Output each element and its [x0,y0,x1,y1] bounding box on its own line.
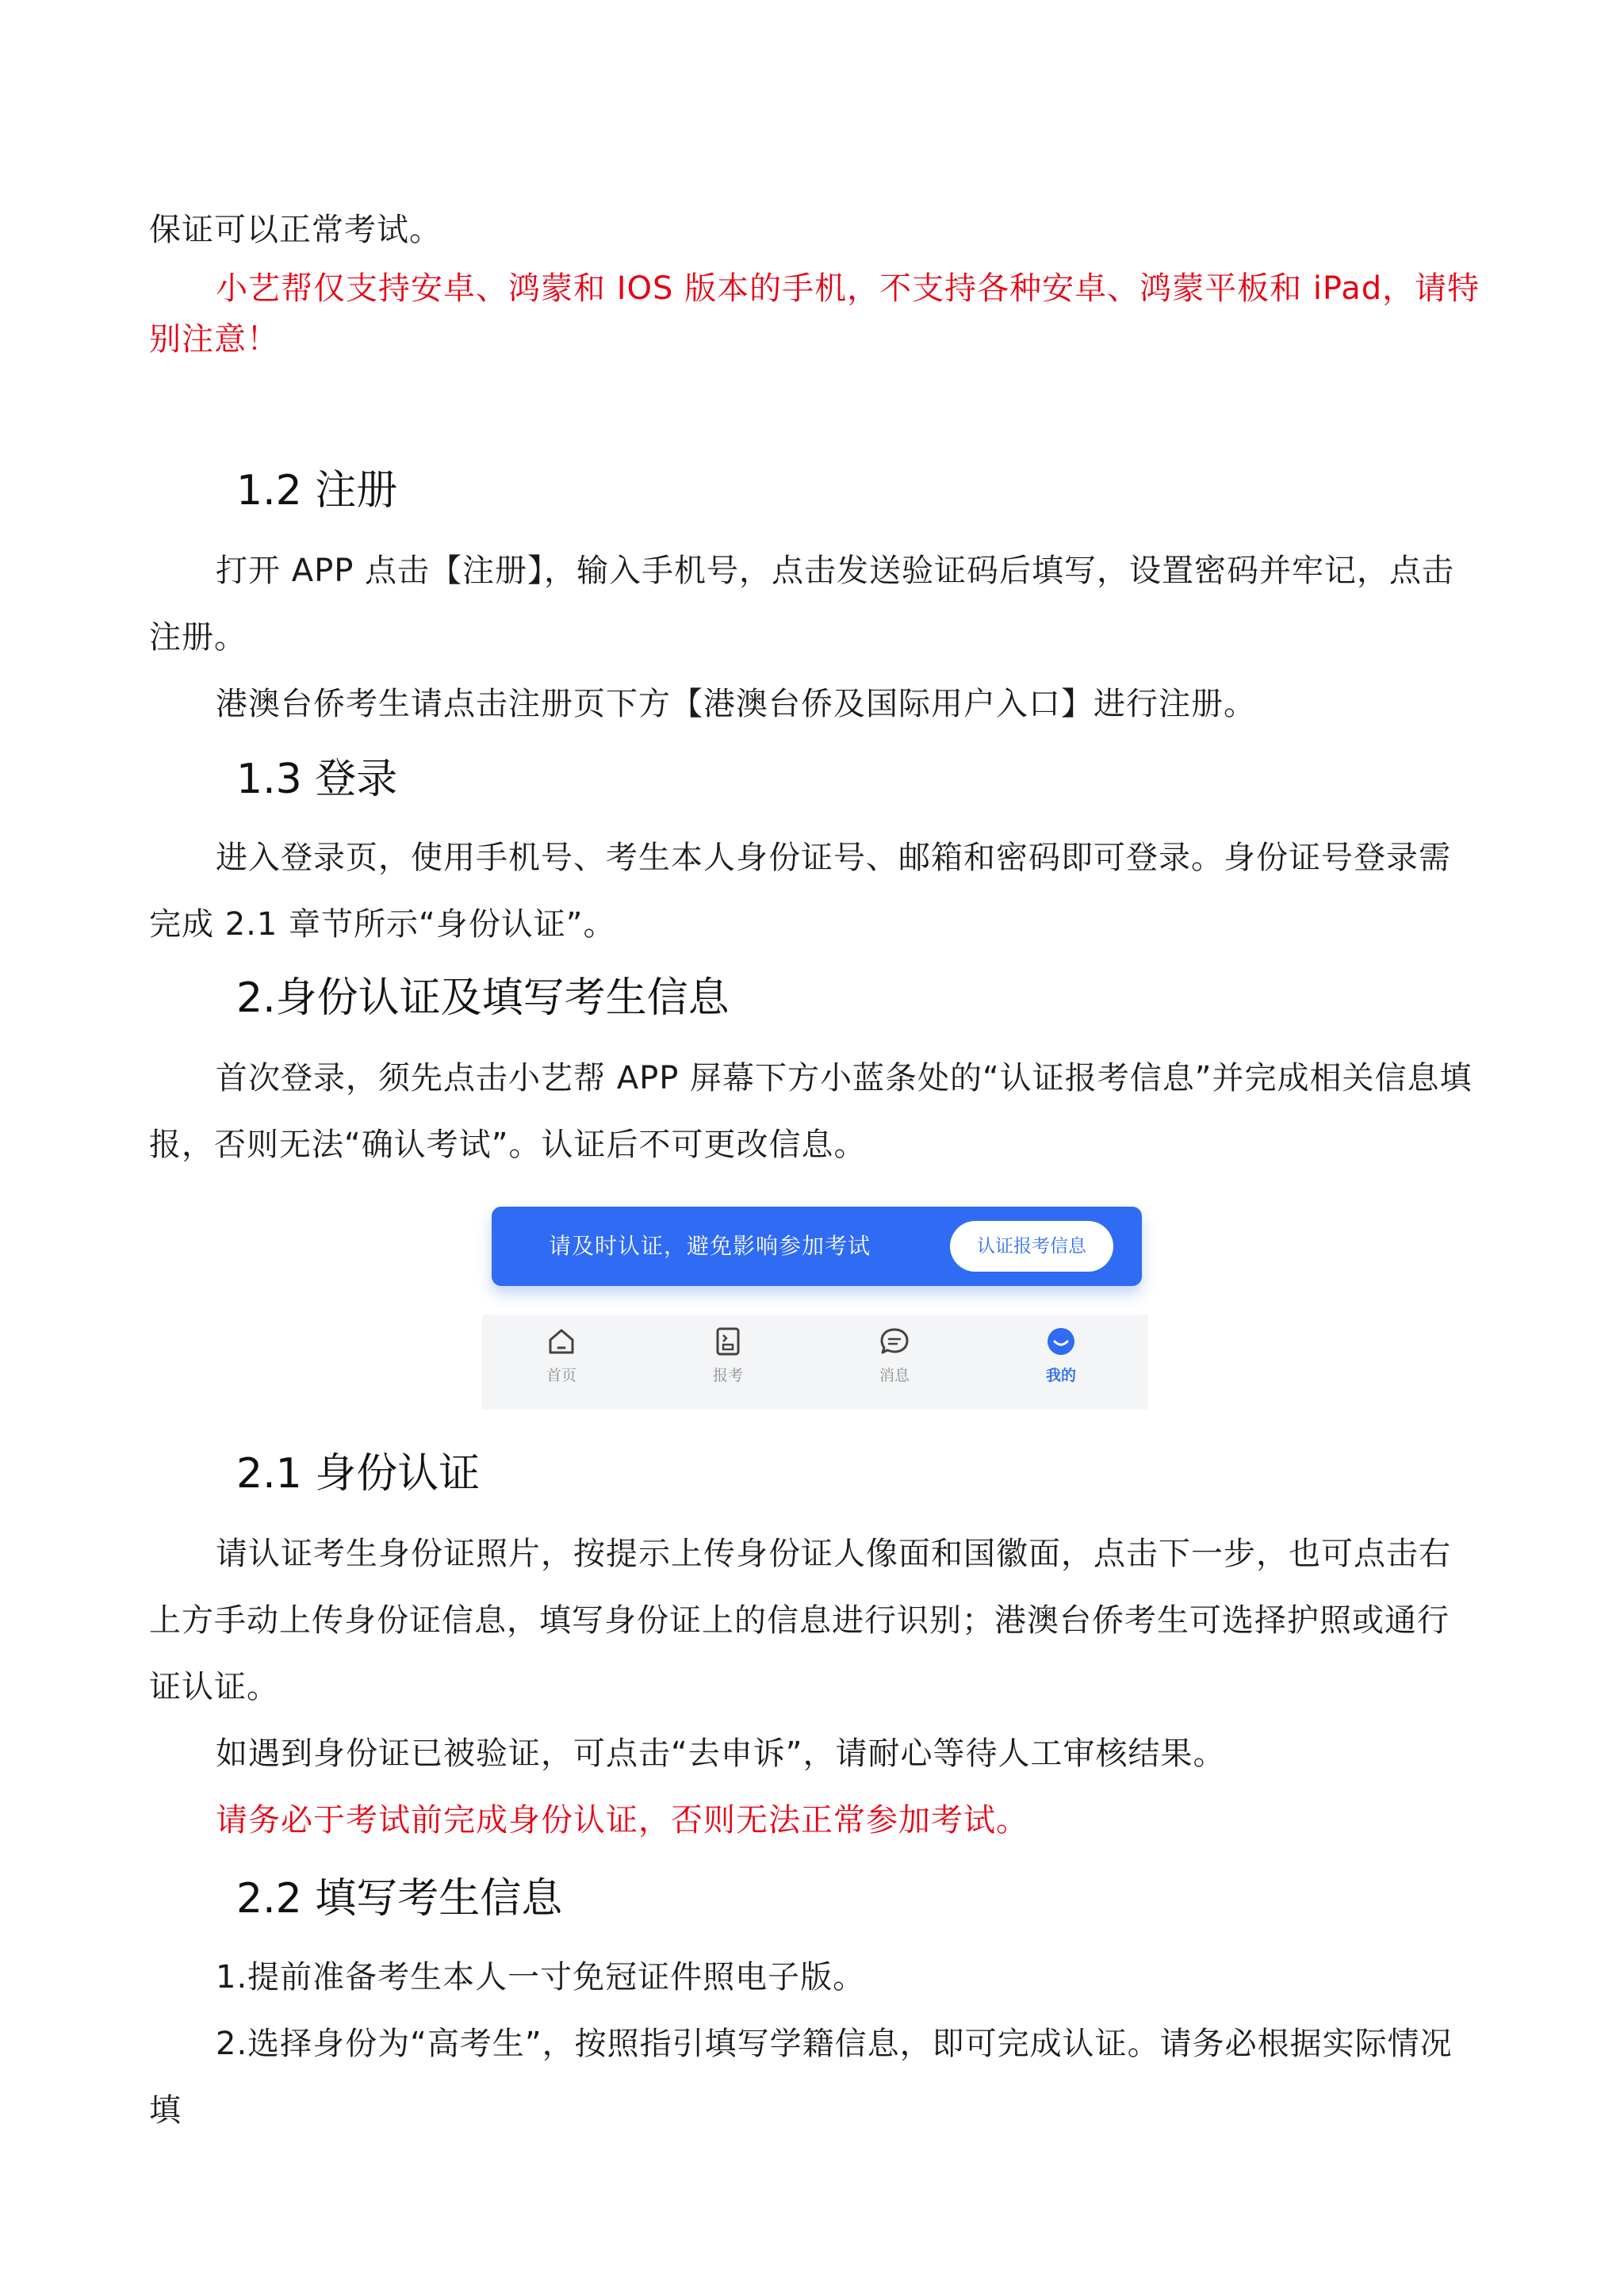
paragraph-step-2-identity: 2.选择身份为“高考生”，按照指引填写学籍信息，即可完成认证。请务必根据实际情况填 [149,2026,1453,2129]
heading-2-1-identity: 2.1 身份认证 [236,1450,481,1498]
paragraph-first-login: 首次登录，须先点击小艺帮 APP 屏幕下方小蓝条处的“认证报考信息”并完成相关信息填报，否则无法“确认考试”。认证后不可更改信息。 [149,1060,1473,1163]
paragraph-id-photo-upload: 请认证考生身份证照片，按提示上传身份证人像面和国徽面，点击下一步，也可点击右上方手动上传身份证信息，填写身份证上的信息进行识别；港澳台侨考生可选择护照或通行证认证。 [149,1536,1451,1705]
paragraph-appeal: 如遇到身份证已被验证，可点击“去申诉”，请耐心等待人工审核结果。 [216,1735,1226,1772]
paragraph-register-steps: 打开 APP 点击【注册】，输入手机号，点击发送验证码后填写，设置密码并牢记，点击注册。 [149,553,1455,656]
paragraph-identity-deadline: 请务必于考试前完成身份认证，否则无法正常参加考试。 [216,1802,1028,1839]
heading-1-3-login: 1.3 登录 [236,756,398,803]
banner-message: 请及时认证，避免影响参加考试 [549,1233,871,1259]
tab-messages[interactable] [847,1324,942,1403]
paragraph-device-warning: 小艺帮仅支持安卓、鸿蒙和 IOS 版本的手机，不支持各种安卓、鸿蒙平板和 iPad，请特别注意！ [149,270,1480,358]
paragraph-hmt-register: 港澳台侨考生请点击注册页下方【港澳台侨及国际用户入口】进行注册。 [216,686,1256,722]
certification-banner [492,1207,1142,1286]
tab-apply[interactable] [680,1324,776,1403]
home-icon [544,1324,579,1359]
app-screenshot [482,1199,1148,1410]
message-icon [877,1324,912,1359]
profile-icon [1044,1324,1078,1359]
tab-apply-label: 报考 [712,1367,743,1384]
paragraph-login-steps: 进入登录页，使用手机号、考生本人身份证号、邮箱和密码即可登录。身份证号登录需完成 2.1 章节所示“身份认证”。 [149,840,1451,943]
tab-home[interactable] [514,1324,609,1403]
tab-profile[interactable] [1013,1324,1109,1403]
apply-icon [710,1324,745,1359]
certify-info-button[interactable]: 认证报考信息 [950,1221,1113,1272]
tab-profile-label: 我的 [1045,1367,1076,1384]
heading-1-2-register: 1.2 注册 [236,467,398,515]
tab-messages-label: 消息 [879,1367,910,1384]
paragraph-step-1-photo: 1.提前准备考生本人一寸免冠证件照电子版。 [216,1959,866,1996]
heading-2-2-fill-info: 2.2 填写考生信息 [236,1875,563,1923]
paragraph-exam-guarantee: 保证可以正常考试。 [149,212,442,248]
tab-home-label: 首页 [546,1367,576,1384]
bottom-tab-bar [482,1314,1148,1410]
heading-2-identity-info: 2.身份认证及填写考生信息 [236,974,730,1022]
